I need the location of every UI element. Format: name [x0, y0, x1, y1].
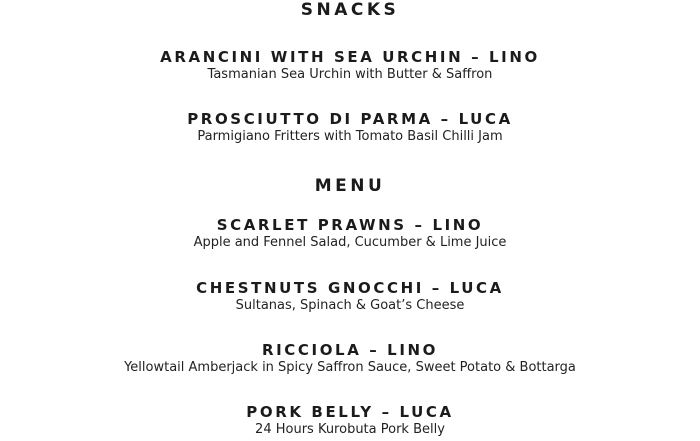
menu-item: [0, 341, 700, 376]
dish-name: PORK BELLY – LUCA: [246, 403, 454, 421]
menu-item: [0, 216, 700, 251]
menu-item: [0, 279, 700, 314]
dish-name: SCARLET PRAWNS – LINO: [216, 216, 484, 234]
menu-heading: MENU: [314, 176, 386, 196]
dish-name: PROSCIUTTO DI PARMA – LUCA: [187, 110, 513, 128]
dish-description: Parmigiano Fritters with Tomato Basil Chilli Jam: [197, 129, 503, 144]
dish-description: Tasmanian Sea Urchin with Butter & Saffron: [207, 67, 493, 82]
dish-name: ARANCINI WITH SEA URCHIN – LINO: [160, 48, 540, 66]
menu-item: [0, 48, 700, 83]
dish-description: Apple and Fennel Salad, Cucumber & Lime Juice: [193, 235, 507, 250]
dish-name: RICCIOLA – LINO: [261, 341, 439, 359]
dish-description: 24 Hours Kurobuta Pork Belly: [255, 422, 445, 437]
menu-item: [0, 110, 700, 145]
snacks-heading: SNACKS: [300, 0, 400, 20]
dish-description: Yellowtail Amberjack in Spicy Saffron Sauce, Sweet Potato & Bottarga: [124, 360, 576, 375]
dish-name: CHESTNUTS GNOCCHI – LUCA: [196, 279, 504, 297]
menu-item: [0, 403, 700, 438]
dish-description: Sultanas, Spinach & Goat’s Cheese: [235, 298, 465, 313]
